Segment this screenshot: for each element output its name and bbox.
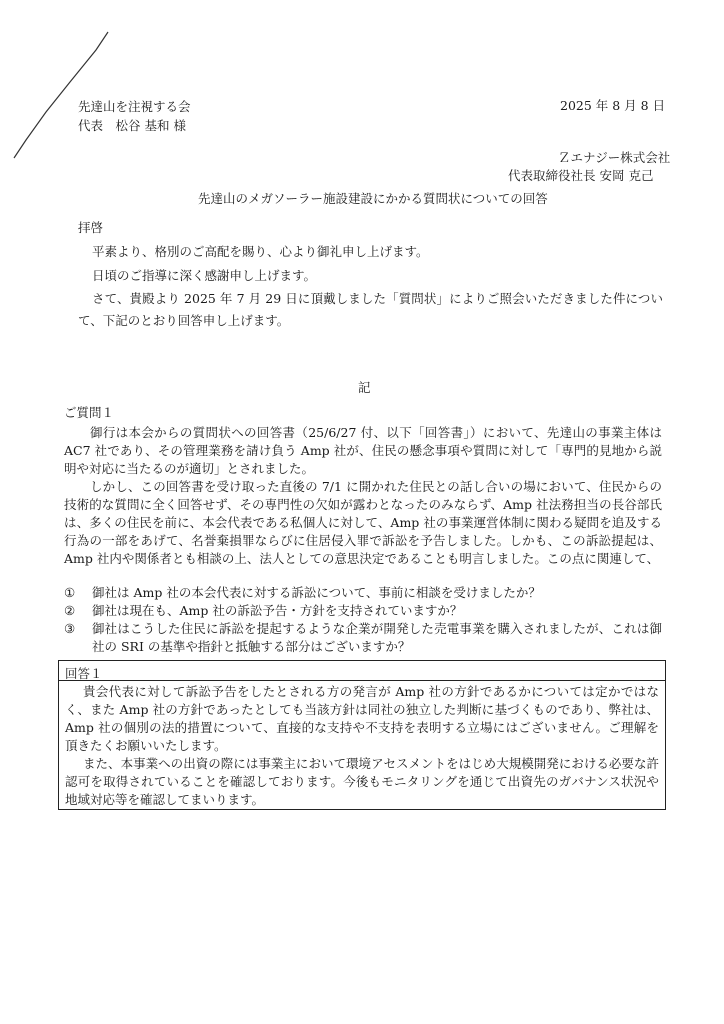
letter-title: 先達山のメガソーラー施設建設にかかる質問状についての回答 [198, 191, 548, 206]
question-paragraph-2: しかし、この回答書を受け取った直後の 7/1 に開かれた住民との話し合いの場において、住民からの技術的な質問に全く回答せず、その専門性の欠如が露わとなったのみならず、Amp 社法務担当の長谷部氏は、多くの住民を前に、本会代表である私個人に対して、Amp 社の事業運営体制に関わる疑問を追及する行為の一部をあげて、名誉棄損罪ならびに住居侵入罪で訴訟を予告しました。しかも、この訴訟提起は、Amp 社内や関係者とも相談の上、法人としての意思決定であることも明言しました。この点に関連して、 [64, 479, 662, 566]
sender-company: Ｚエナジー株式会社 [558, 150, 671, 165]
question-heading: ご質問１ [64, 405, 115, 420]
answer-heading: 回答１ [65, 666, 103, 681]
answer-heading-row [59, 661, 665, 681]
answer-paragraph-2: また、本事業への出資の際には事業主において環境アセスメントをはじめ大規模開発における必要な許認可を取得されていることを確認しております。今後もモニタリングを通じて出資先のガバナンス状況や地域対応等を確認してまいります。 [65, 756, 659, 807]
greeting-line-1: 平素より、格別のご高配を賜り、心より御礼申し上げます。 [92, 244, 429, 259]
question-item-text: 御社はこうした住民に訴訟を提起するような企業が開発した売電事業を購入されましたが、これは御社の SRI の基準や指針と抵触する部分はございますか？ [92, 621, 662, 654]
recipient-org: 先達山を注視する会 [78, 99, 191, 114]
question-item-text: 御社は現在も、Amp 社の訴訟予告・方針を支持されていますか？ [92, 603, 463, 618]
salutation: 拝啓 [78, 220, 104, 235]
question-item-number: ② [64, 603, 76, 618]
question-item-3 [64, 620, 662, 656]
sender-name: 代表取締役社長 安岡 克己 [508, 168, 654, 183]
letter-date: 2025 年 8 月 8 日 [560, 98, 666, 113]
question-item-text: 御社は Amp 社の本会代表に対する訴訟について、事前に相談を受けましたか？ [92, 585, 541, 600]
answer-paragraph-1: 貴会代表に対して訴訟予告をしたとされる方の発言が Amp 社の方針であるかについては定かではなく、また Amp 社の方針であったとしても当該方針は同社の独立した判断に基づくものであり、弊社は、Amp 社の個別の法的措置について、直接的な支持や不支持を表明する立場にはございません。ご理解を頂きたくお願いいたします。 [65, 684, 659, 753]
question-item-number: ③ [64, 621, 76, 636]
answer-box [58, 660, 666, 810]
question-item-number: ① [64, 585, 76, 600]
ki-mark: 記 [358, 380, 371, 395]
question-paragraph-1: 御行は本会からの質問状への回答書（25/6/27 付、以下「回答書」）において、先達山の事業主体は AC7 社であり、その管理業務を請け負う Amp 社が、住民の懸念事項や質問に対して「専門的見地から説明や対応に当たるのが適切」とされました。 [64, 425, 662, 476]
greeting-line-3: さて、貴殿より 2025 年 7 月 29 日に頂戴しました「質問状」によりご照会いただきました件について、下記のとおり回答申し上げます。 [78, 291, 663, 328]
greeting-line-2: 日頃のご指導に深く感謝申し上げます。 [92, 268, 317, 283]
recipient-name: 代表 松谷 基和 様 [78, 118, 186, 133]
